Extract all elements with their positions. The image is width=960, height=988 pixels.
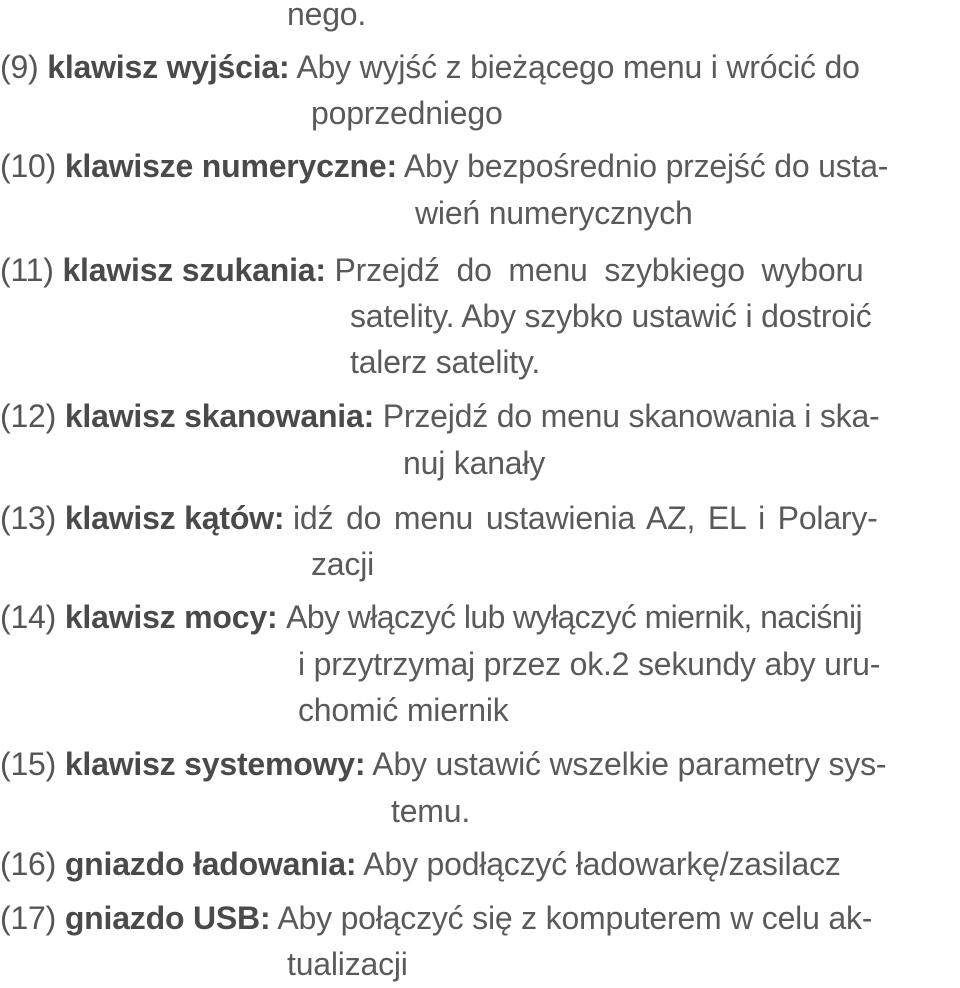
entry-desc-line: Przejdź do menu skanowania i ska- (382, 398, 880, 434)
entry-key: klawisz wyjścia: (47, 49, 290, 85)
entry-desc-line: idź do menu ustawienia AZ, EL i Polary- (293, 500, 878, 536)
entry-number: (15) (0, 746, 57, 782)
entry-number: (11) (0, 252, 54, 288)
entry-13 (0, 498, 878, 538)
entry-16 (0, 844, 841, 884)
entry-11 (0, 250, 864, 290)
entry-desc-line: Aby podłączyć ładowarkę/zasilacz (363, 846, 841, 882)
entry-desc-line: wień numerycznych (415, 195, 693, 231)
entry-desc-line: chomić miernik (298, 692, 509, 728)
entry-number: (10) (0, 148, 57, 184)
entry-number: (12) (0, 398, 57, 434)
entry-key: klawisz kątów: (64, 500, 285, 536)
entry-9 (0, 47, 860, 87)
entry-desc-line: Aby wyjść z bieżącego menu i wrócić do (296, 49, 860, 85)
entry-number: (13) (0, 500, 57, 536)
entry-10-cont (415, 193, 693, 233)
entry-13-cont (311, 544, 374, 584)
entry-15 (0, 744, 886, 784)
entry-12 (0, 396, 880, 436)
entry-desc-line: Aby ustawić wszelkie parametry sys- (372, 746, 887, 782)
entry-continuation (287, 0, 366, 34)
entry-14-cont (298, 644, 880, 684)
entry-desc-line: talerz satelity. (350, 344, 541, 380)
entry-key: gniazdo ładowania: (64, 846, 357, 882)
entry-desc-line: i przytrzymaj przez ok.2 sekundy aby uru- (298, 646, 881, 682)
entry-desc-line: Aby połączyć się z komputerem w celu ak- (277, 900, 873, 936)
entry-desc-line: Przejdź do menu szybkiego wyboru (334, 252, 864, 288)
entry-desc-line: nego. (287, 0, 367, 32)
entry-desc-line: temu. (391, 793, 471, 829)
entry-desc-line: zacji (311, 546, 375, 582)
entry-11-cont2 (350, 342, 540, 382)
entry-desc-line: Aby bezpośrednio przejść do usta- (403, 148, 889, 184)
entry-10 (0, 146, 888, 186)
entry-desc-line: Aby włączyć lub wyłączyć miernik, naciśnij (286, 599, 862, 635)
entry-desc-line: poprzedniego (311, 95, 503, 131)
entry-15-cont (391, 791, 470, 831)
entry-number: (16) (0, 846, 57, 882)
entry-desc-line: tualizacji (287, 946, 408, 982)
entry-desc-line: nuj kanały (403, 445, 546, 481)
entry-number: (9) (0, 49, 39, 85)
entry-key: gniazdo USB: (64, 900, 271, 936)
entry-17 (0, 898, 872, 938)
entry-number: (14) (0, 599, 57, 635)
entry-key: klawisz szukania: (62, 252, 326, 288)
entry-key: klawisz mocy: (64, 599, 278, 635)
entry-12-cont (403, 443, 545, 483)
entry-14-cont2 (298, 690, 509, 730)
entry-key: klawisz skanowania: (64, 398, 375, 434)
entry-9-cont (311, 93, 503, 133)
entry-11-cont (350, 296, 872, 336)
entry-desc-line: satelity. Aby szybko ustawić i dostroić (350, 298, 872, 334)
entry-17-cont (287, 944, 408, 984)
entry-key: klawisz systemowy: (64, 746, 366, 782)
entry-number: (17) (0, 900, 57, 936)
entry-key: klawisze numeryczne: (64, 148, 397, 184)
entry-14 (0, 597, 862, 637)
